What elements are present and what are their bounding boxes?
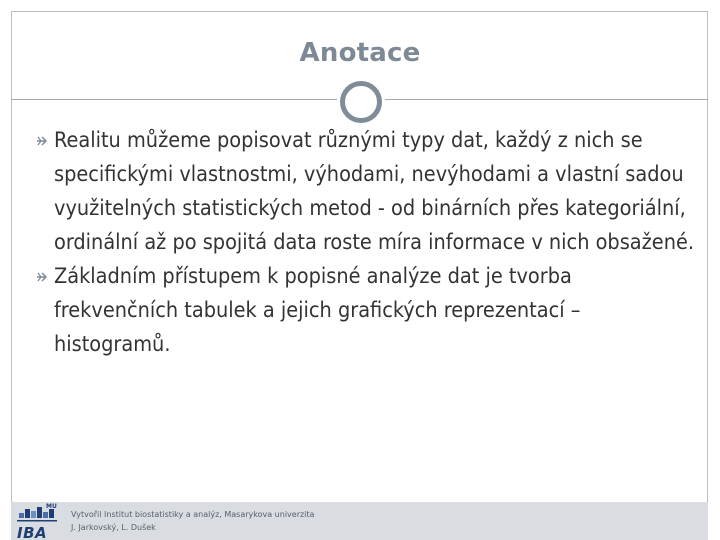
divider-circle-ornament	[340, 81, 382, 123]
title-divider-left	[11, 99, 337, 100]
title-divider-right	[385, 99, 708, 100]
iba-logo	[13, 503, 65, 540]
slide-body	[36, 124, 696, 362]
bullet-item	[36, 260, 696, 362]
bullet-text: Základním přístupem k popisné analýze dat je tvorba frekvenčních tabulek a jejich grafických reprezentací – histogramů.	[54, 264, 581, 357]
footer-credit-authors: J. Jarkovský, L. Dušek	[71, 523, 156, 532]
logo-mu-label: MU	[46, 503, 57, 510]
bullet-item	[36, 124, 696, 260]
slide-footer	[11, 502, 708, 540]
footer-credit-institution: Vytvořil Institut biostatistiky a analýz, Masarykova univerzita	[71, 510, 315, 519]
bullet-text: Realitu můžeme popisovat různými typy dat, každý z nich se specifickými vlastnostmi, výhodami, nevýhodami a vlastní sadou využitelných statistických metod - od binárních přes kategoriální, ordinální až po spojitá data roste míra informace v nich obsažené.	[54, 128, 695, 255]
logo-text: IBA	[17, 524, 48, 540]
slide-title: Anotace	[299, 38, 421, 68]
bullet-arrow-icon	[36, 260, 54, 283]
bullet-arrow-icon	[36, 124, 54, 147]
